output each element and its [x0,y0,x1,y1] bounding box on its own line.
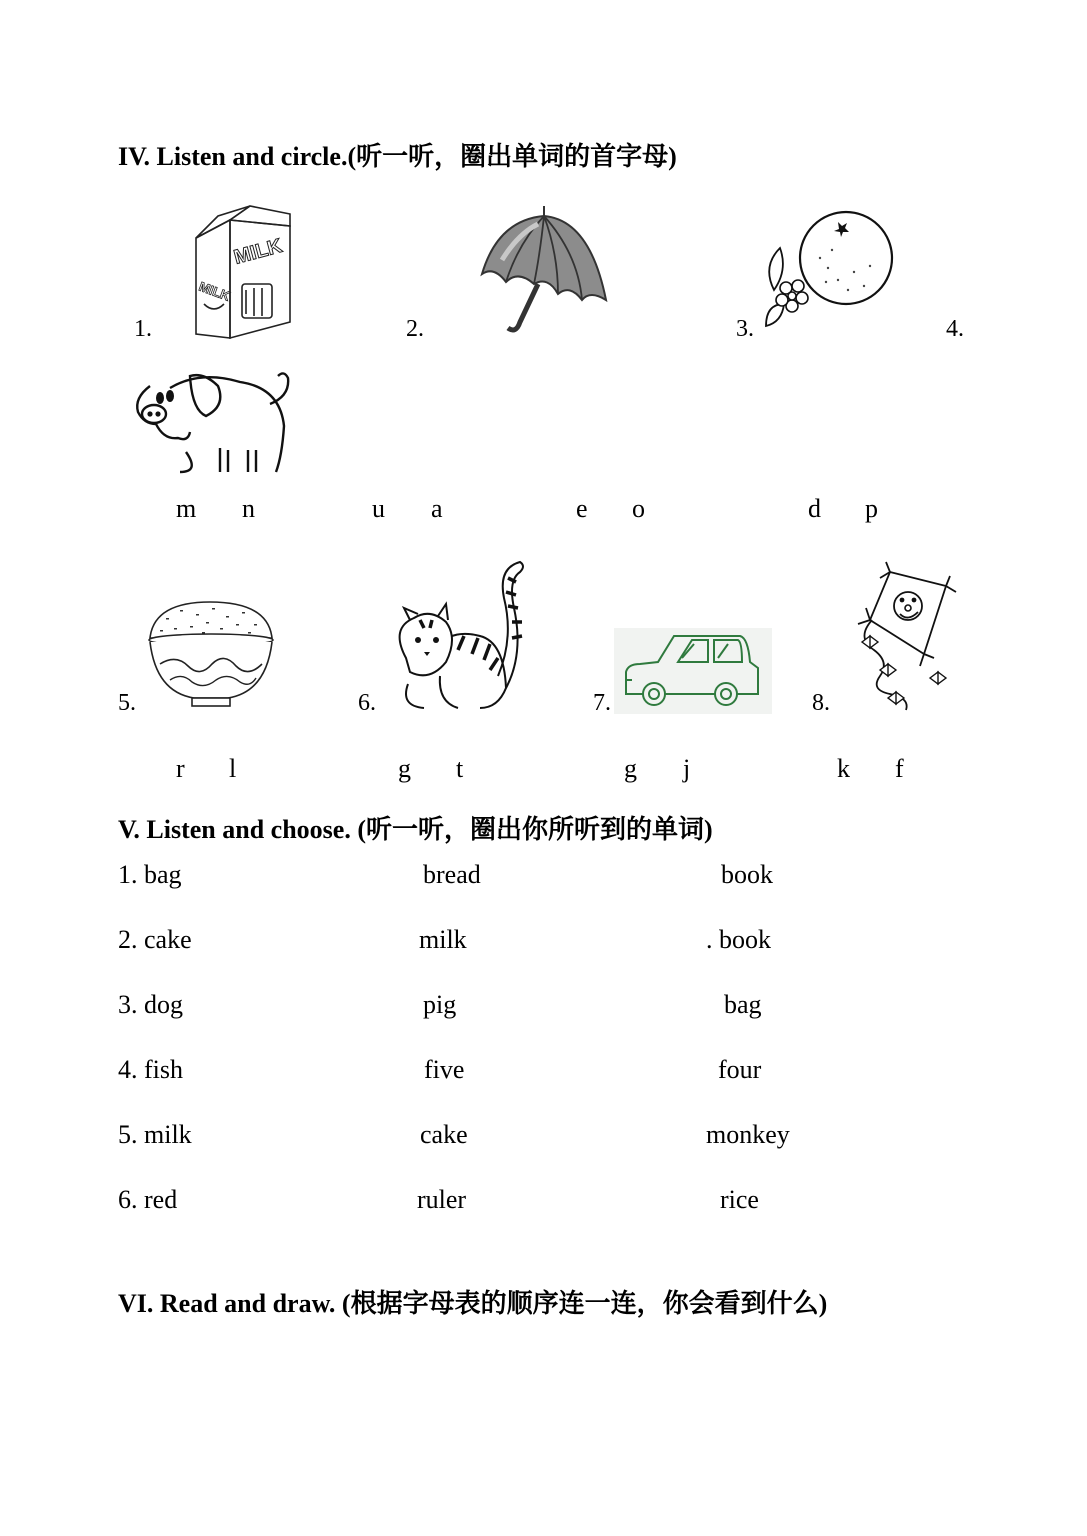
item-number-7: 7. [593,690,611,716]
pig-picture [130,368,296,472]
choice-word[interactable]: 4. fish [118,1055,183,1084]
letter-option[interactable]: a [431,494,443,523]
choice-word[interactable]: pig [423,990,457,1019]
choice-word[interactable]: five [424,1055,465,1084]
letter-option[interactable]: p [865,494,878,523]
choice-word[interactable]: ruler [417,1185,467,1214]
carton-text-small: MILK [196,278,232,304]
choice-word[interactable]: cake [420,1120,468,1149]
letter-option[interactable]: j [683,754,691,783]
item-number-2: 2. [406,316,424,342]
letter-option[interactable]: d [808,494,821,523]
letter-option[interactable]: f [895,754,904,783]
choice-word[interactable]: four [718,1055,762,1084]
choice-word[interactable]: milk [419,925,467,954]
choice-word[interactable]: 2. cake [118,925,192,954]
item-number-1: 1. [134,316,152,342]
choice-word[interactable]: book [721,860,773,889]
letter-option[interactable]: t [456,754,464,783]
letter-option[interactable]: n [242,494,255,523]
choice-word[interactable]: 5. milk [118,1120,192,1149]
item-number-6: 6. [358,690,376,716]
letter-option[interactable]: l [229,754,237,783]
item-number-8: 8. [812,690,830,716]
choice-word[interactable]: 3. dog [118,990,183,1019]
car-picture [614,628,772,714]
letter-option[interactable]: e [576,494,588,523]
choice-word[interactable]: . book [706,925,771,954]
umbrella-picture [478,204,610,340]
orange-picture [758,206,896,334]
letter-option[interactable]: u [372,494,385,523]
section-5-heading: V. Listen and choose. (听一听，圈出你所听到的单词) [118,815,713,844]
section-6-heading: VI. Read and draw. (根据字母表的顺序连一连，你会看到什么) [118,1289,828,1318]
item-number-4: 4. [946,316,964,342]
letter-option[interactable]: o [632,494,645,523]
choice-word[interactable]: monkey [706,1120,790,1149]
letter-option[interactable]: g [624,754,637,783]
rice-bowl-picture [146,600,276,710]
section-4-heading: IV. Listen and circle.(听一听，圈出单词的首字母) [118,142,677,171]
choice-word[interactable]: bag [724,990,762,1019]
letter-option[interactable]: k [837,754,850,783]
choice-word[interactable]: 1. bag [118,860,182,889]
letter-option[interactable]: g [398,754,411,783]
letter-option[interactable]: r [176,754,185,783]
item-number-3: 3. [736,316,754,342]
tiger-picture [380,558,534,714]
letter-option[interactable]: m [176,494,197,523]
carton-text-large: MILK [231,234,285,269]
kite-picture [850,558,962,714]
item-number-5: 5. [118,690,136,716]
choice-word[interactable]: 6. red [118,1185,178,1214]
milk-carton-picture [190,204,296,338]
choice-word[interactable]: bread [423,860,481,889]
choice-word[interactable]: rice [720,1185,759,1214]
